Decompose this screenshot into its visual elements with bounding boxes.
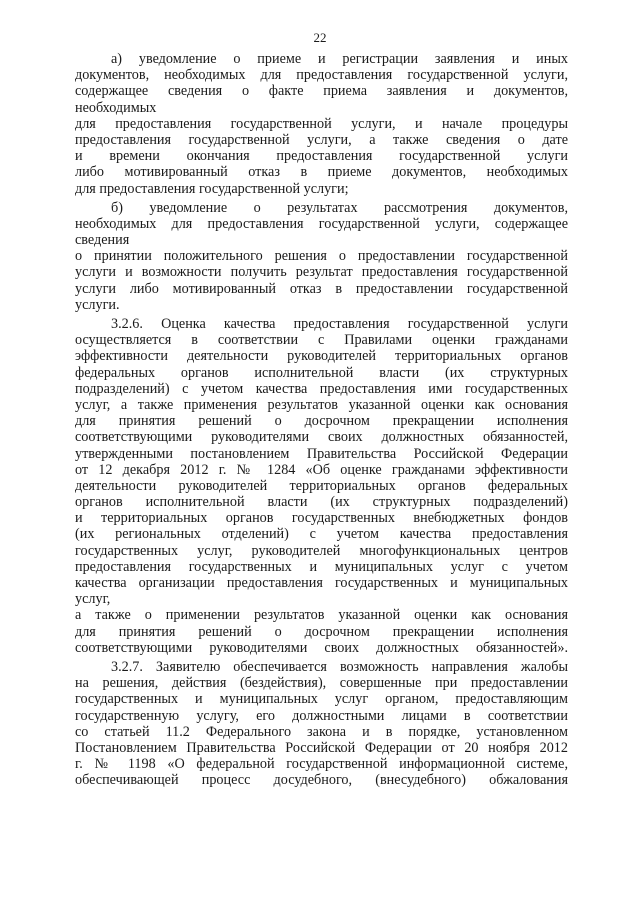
text-line: содержащее сведения о факте приема заявления и документов, (75, 83, 568, 100)
text-line: документов, необходимых для предоставления государственной услуги, (75, 67, 568, 84)
text-line: услуги. (75, 296, 120, 313)
text-line: предоставления государственных и муниципальных услуг с учетом (75, 558, 568, 575)
text-line: Постановлением Правительства Российской Федерации от 20 ноября 2012 (75, 739, 568, 756)
document-body (75, 51, 568, 788)
text-line: а также о применении результатов указанной оценки как основания (75, 607, 568, 624)
text-line: осуществляется в соответствии с Правилами оценки гражданами (75, 332, 568, 349)
text-line: о принятии положительного решения о предоставлении государственной (75, 248, 568, 265)
text-line: 3.2.6. Оценка качества предоставления государственной услуги (111, 316, 568, 332)
text-line: и территориальных органов государственных внебюджетных фондов (75, 510, 568, 527)
text-line: услуг, (75, 591, 111, 608)
text-line: качества организации предоставления государственных и муниципальных (75, 575, 568, 591)
paragraph-3-2-6 (75, 316, 568, 656)
paragraph-3-2-7 (75, 659, 568, 789)
text-line: государственную услугу, его должностными лицами в соответствии (75, 707, 568, 724)
text-line: сведения (75, 232, 130, 249)
paragraph-a (75, 51, 568, 197)
page-number: 22 (313, 30, 327, 45)
text-line: соответствующими руководителями своих должностных обязанностей, (75, 429, 568, 446)
text-line: эффективности деятельности руководителей территориальных органов (75, 348, 568, 365)
text-line: б) уведомление о результатах рассмотрения документов, (111, 199, 568, 216)
paragraph-b (75, 200, 568, 313)
text-line: услуги и возможности получить результат предоставления государственной (75, 264, 568, 281)
text-line: для предоставления государственной услуги, и начале процедуры (75, 115, 568, 132)
text-line: предоставления государственной услуги, а также сведения о дате (75, 131, 568, 148)
text-line: утвержденными постановлением Правительства Российской Федерации (75, 445, 568, 462)
text-line: подразделений) с учетом качества предоставления ими государственных (75, 380, 568, 397)
text-line: г. № 1198 «О федеральной государственной информационной системе, (75, 756, 568, 773)
text-line: и времени окончания предоставления государственной услуги (75, 148, 568, 165)
text-line: для предоставления государственной услуги; (75, 180, 349, 197)
text-line: государственных услуг, руководителей многофункциональных центров (75, 542, 568, 559)
text-line: 3.2.7. Заявителю обеспечивается возможность направления жалобы (111, 658, 568, 675)
text-line: соответствующими руководителями своих должностных обязанностей». (75, 639, 568, 656)
text-line: либо мотивированный отказ в приеме документов, необходимых (75, 164, 568, 181)
text-line: на решения, действия (бездействия), совершенные при предоставлении (75, 675, 568, 692)
text-line: обеспечивающей процесс досудебного, (внесудебного) обжалования (75, 772, 568, 789)
text-line: необходимых для предоставления государственной услуги, содержащее (75, 215, 568, 232)
text-line: государственных и муниципальных услуг органом, предоставляющим (75, 691, 568, 708)
text-line: федеральных органов исполнительной власти (их структурных (75, 364, 568, 381)
text-line: органов исполнительной власти (их структурных подразделений) (75, 494, 568, 511)
text-line: от 12 декабря 2012 г. № 1284 «Об оценке гражданами эффективности (75, 461, 568, 478)
text-line: услуги либо мотивированный отказ в предоставлении государственной (75, 280, 568, 297)
text-line: услуг, а также применения результатов указанной оценки как основания (75, 396, 568, 413)
text-line: со статьей 11.2 Федерального закона и в порядке, установленном (75, 723, 568, 740)
text-line: необходимых (75, 99, 157, 116)
text-line: (их региональных отделений) с учетом качества предоставления (75, 526, 568, 543)
text-line: деятельности руководителей территориальных органов федеральных (75, 477, 568, 494)
text-line: для принятия решений о досрочном прекращении исполнения (75, 623, 568, 640)
text-line: а) уведомление о приеме и регистрации заявления и иных (111, 51, 568, 67)
text-line: для принятия решений о досрочном прекращении исполнения (75, 413, 568, 430)
